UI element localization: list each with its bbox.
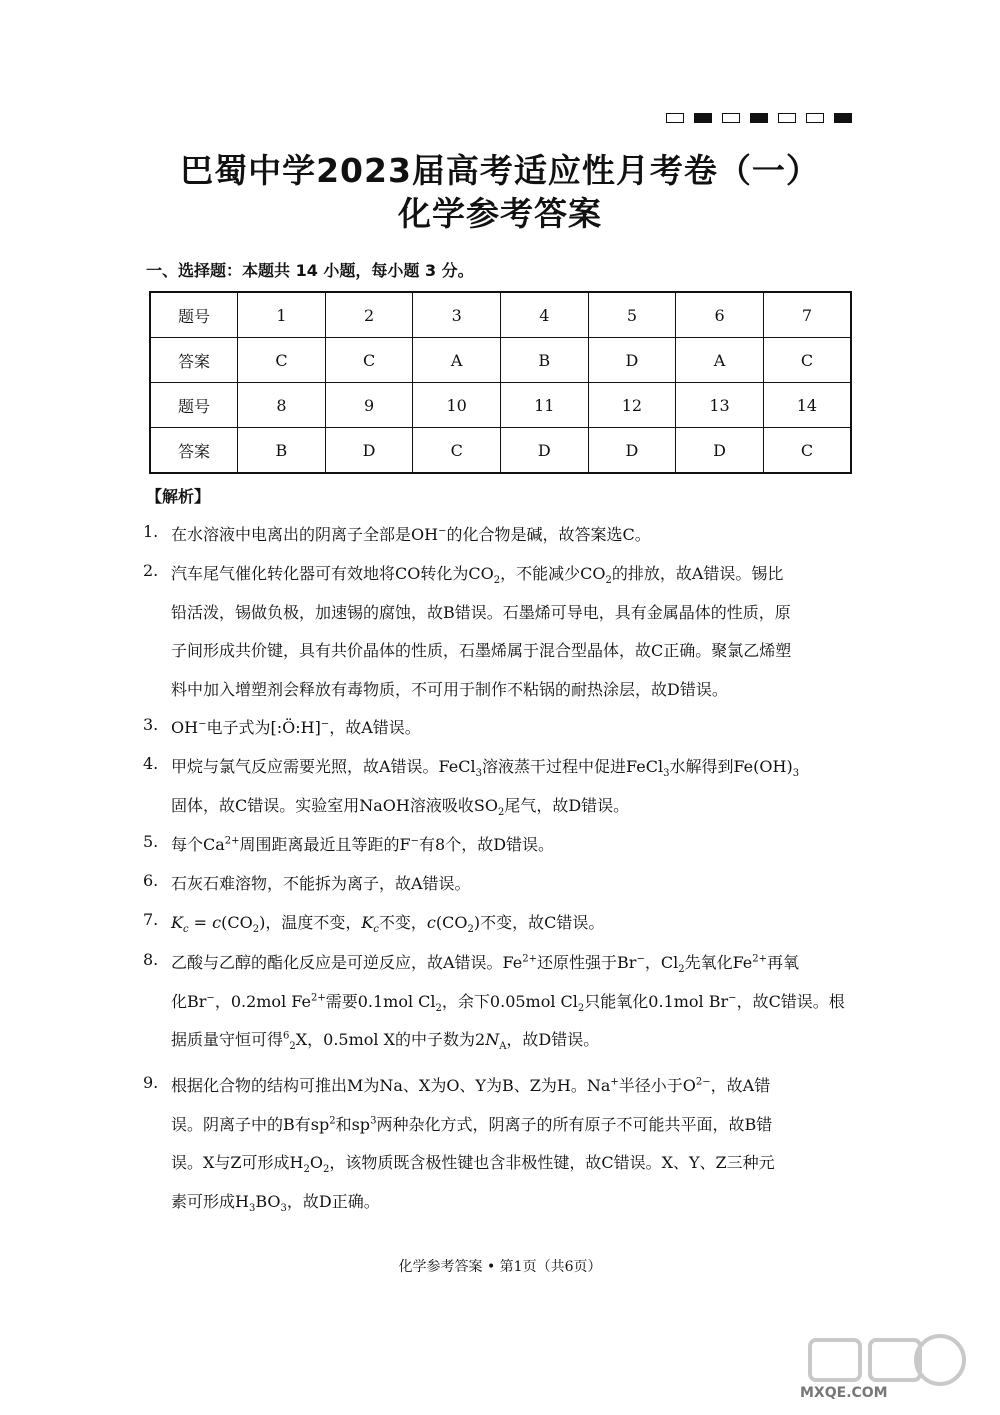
item-text-line: 子间形成共价键，具有共价晶体的性质，石墨烯属于混合型晶体，故C正确。聚氯乙烯塑	[171, 641, 792, 661]
item-number: 2.	[143, 561, 159, 580]
item-text-line: 固体，故C错误。实验室用NaOH溶液吸收$SO_2$尾气，故D错误。	[171, 795, 630, 818]
table-cell: 1	[238, 292, 326, 338]
table-cell: D	[676, 428, 764, 474]
item-text-line: 化Br−，0.2mol $Fe^{2+}$需要0.1mol $Cl_2$，余下0.05mol $Cl_2$只能氧化0.1mol Br−，故C错误。根	[171, 991, 845, 1014]
item-number: 5.	[143, 832, 159, 851]
item-text-line: 石灰石难溶物，不能拆为离子，故A错误。	[171, 874, 471, 893]
row-header-cell: 题号	[150, 383, 238, 428]
item-text-line: 甲烷与氯气反应需要光照，故A错误。FeCl$_3$溶液蒸干过程中促进FeCl$_3$水解得到$Fe(OH)_3$	[171, 757, 800, 780]
table-row	[150, 428, 851, 474]
table-cell: 6	[676, 292, 764, 338]
row-header-cell: 答案	[150, 338, 238, 383]
item-number: 9.	[143, 1073, 159, 1092]
table-row	[150, 338, 851, 383]
item-number: 3.	[143, 715, 159, 734]
item-text-line: OH−电子式为[:Ö:H]−，故A错误。	[171, 718, 421, 737]
page-footer: 化学参考答案 • 第1页（共6页）	[398, 1259, 602, 1275]
table-cell: D	[325, 428, 413, 474]
item-text-line: 乙酸与乙醇的酯化反应是可逆反应，故A错误。$Fe^{2+}$还原性强于Br−，$Cl_2$先氧化$Fe^{2+}$再氧	[171, 953, 800, 976]
mark-square	[750, 113, 768, 123]
table-cell: 12	[588, 383, 676, 428]
section-heading: 一、选择题：本题共 14 小题，每小题 3 分。	[146, 261, 474, 280]
corner-marks	[666, 113, 852, 123]
table-cell: B	[238, 428, 326, 474]
item-text-line: 误。阴离子中的B有$sp^2$和$sp^3$两种杂化方式，阴离子的所有原子不可能共平面，故B错	[171, 1114, 773, 1134]
item-text-line: 料中加入增塑剂会释放有毒物质，不可用于制作不粘锅的耐热涂层，故D错误。	[171, 679, 728, 699]
table-cell: A	[676, 338, 764, 383]
table-cell: 10	[413, 383, 501, 428]
watermark-text: MXQE.COM	[800, 1385, 888, 1401]
table-cell: 11	[501, 383, 589, 428]
item-text-line: 根据化合物的结构可推出M为Na、X为O、Y为B、Z为H。Na+半径小于$O^{2-}$，故A错	[171, 1076, 771, 1095]
table-cell: 7	[763, 292, 851, 338]
row-header-cell: 答案	[150, 428, 238, 474]
table-cell: 4	[501, 292, 589, 338]
table-cell: C	[325, 338, 413, 383]
item-text-line: 素可形成$H_3BO_3$，故D正确。	[171, 1191, 380, 1214]
table-cell: D	[501, 428, 589, 474]
table-row	[150, 383, 851, 428]
mark-square	[666, 113, 684, 123]
item-number: 1.	[143, 522, 159, 541]
table-cell: 14	[763, 383, 851, 428]
table-cell: D	[588, 428, 676, 474]
page-subtitle: 化学参考答案	[398, 194, 602, 233]
table-cell: C	[413, 428, 501, 474]
row-header-cell: 题号	[150, 292, 238, 338]
table-cell: 8	[238, 383, 326, 428]
table-cell: B	[501, 338, 589, 383]
item-number: 6.	[143, 871, 159, 890]
table-cell: 9	[325, 383, 413, 428]
answer-table	[149, 291, 852, 474]
item-text-line: 在水溶液中电离出的阴离子全部是OH−的化合物是碱，故答案选C。	[171, 525, 651, 544]
item-text-line: 据质量守恒可得$^6_2$X，0.5mol X的中子数为$2N_A$，故D错误。	[171, 1030, 600, 1053]
table-cell: C	[763, 428, 851, 474]
table-cell: 5	[588, 292, 676, 338]
table-cell: C	[763, 338, 851, 383]
table-cell: D	[588, 338, 676, 383]
mark-square	[806, 113, 824, 123]
mark-square	[694, 113, 712, 123]
table-cell: A	[413, 338, 501, 383]
mark-square	[778, 113, 796, 123]
table-cell: 13	[676, 383, 764, 428]
item-text-line: 误。X与Z可形成$H_2O_2$，该物质既含极性键也含非极性键，故C错误。X、Y、Z三种元	[171, 1153, 775, 1176]
table-cell: C	[238, 338, 326, 383]
item-number: 4.	[143, 754, 159, 773]
mark-square	[722, 113, 740, 123]
table-cell: 3	[413, 292, 501, 338]
table-cell: 2	[325, 292, 413, 338]
item-number: 8.	[143, 950, 159, 969]
item-text-line: $K_c = c(CO_2)$，温度不变，$K_c$不变，$c(CO_2)$不变，故C错误。	[171, 913, 605, 936]
item-text-line: 汽车尾气催化转化器可有效地将CO转化为$CO_2$，不能减少$CO_2$的排放，故A错误。锡比	[171, 564, 784, 587]
item-number: 7.	[143, 910, 159, 929]
page-title: 巴蜀中学2023届高考适应性月考卷（一）	[180, 151, 820, 190]
table-row	[150, 292, 851, 338]
mark-square	[834, 113, 852, 123]
item-text-line: 每个$Ca^{2+}$周围距离最近且等距的F−有8个，故D错误。	[171, 835, 555, 854]
item-text-line: 铅活泼，锡做负极，加速锡的腐蚀，故B错误。石墨烯可导电，具有金属晶体的性质，原	[171, 602, 791, 622]
analysis-heading: 【解析】	[146, 487, 211, 506]
